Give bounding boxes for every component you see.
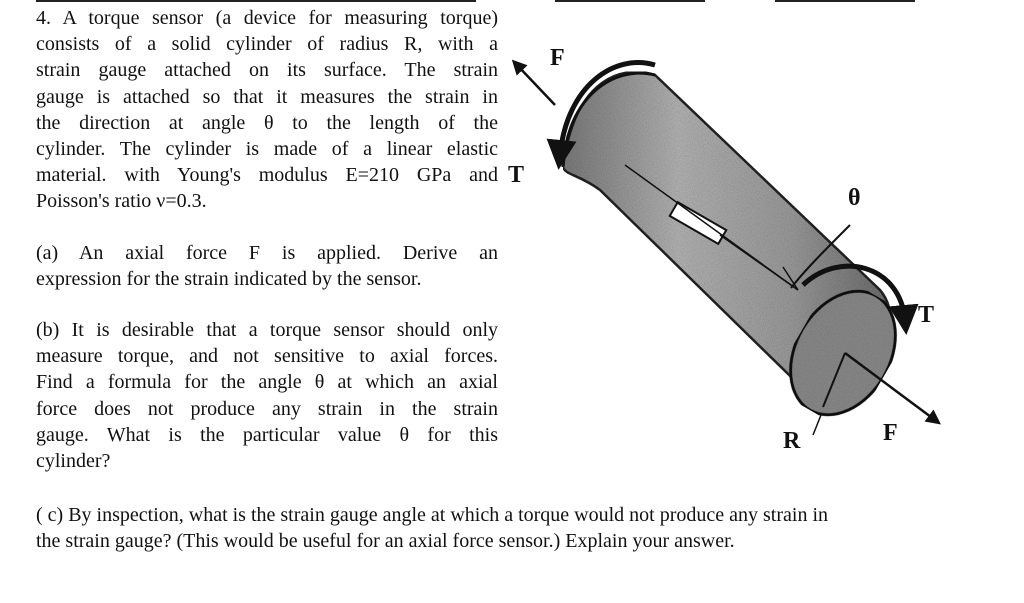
part-b-line: gauge. What is the particular value θ for this [36,423,498,446]
intro-line: 4. A torque sensor (a device for measuring torque) [36,7,498,29]
top-rule-left [36,0,476,2]
intro-line: material. with Young's modulus E=210 GPa and [36,164,498,187]
intro-line: consists of a solid cylinder of radius R, with a [36,33,498,56]
part-b [36,317,498,474]
part-b-line: cylinder? [36,450,111,473]
part-b-line: force does not produce any strain in the strain [36,397,498,420]
force-label-bottom: F [883,420,898,446]
part-b-line: Find a formula for the angle θ at which an axial [36,371,498,394]
part-a-line: (a) An axial force F is applied. Derive an [36,242,498,264]
intro-line: Poisson's ratio ν=0.3. [36,190,207,213]
intro-line: gauge is attached so that it measures the strain in [36,85,498,108]
top-rule-mid [555,0,705,2]
part-a-line: expression for the strain indicated by the sensor. [36,268,422,291]
force-arrow-top [517,65,555,105]
part-a [36,240,498,292]
part-c-line: ( c) By inspection, what is the strain gauge angle at which a torque would not produce any strain in [36,504,829,526]
cylinder [563,72,917,434]
radius-label: R [783,428,801,454]
problem-intro [36,5,498,215]
intro-line: cylinder. The cylinder is made of a linear elastic [36,138,498,161]
part-b-line: measure torque, and not sensitive to axial forces. [36,345,498,368]
part-c [36,502,956,554]
intro-line: strain gauge attached on its surface. The strain [36,59,498,82]
intro-line: the direction at angle θ to the length of the [36,111,498,134]
torque-label-left: T [508,162,525,188]
part-b-line: (b) It is desirable that a torque sensor should only [36,319,498,341]
angle-label: θ [848,185,861,211]
radius-leader [813,415,821,435]
top-rule-right [775,0,915,2]
torque-sensor-figure [505,35,945,465]
part-c-line: the strain gauge? (This would be useful for an axial force sensor.) Explain your answer. [36,530,735,553]
torque-label-right: T [918,302,935,328]
force-label-top: F [550,45,565,71]
